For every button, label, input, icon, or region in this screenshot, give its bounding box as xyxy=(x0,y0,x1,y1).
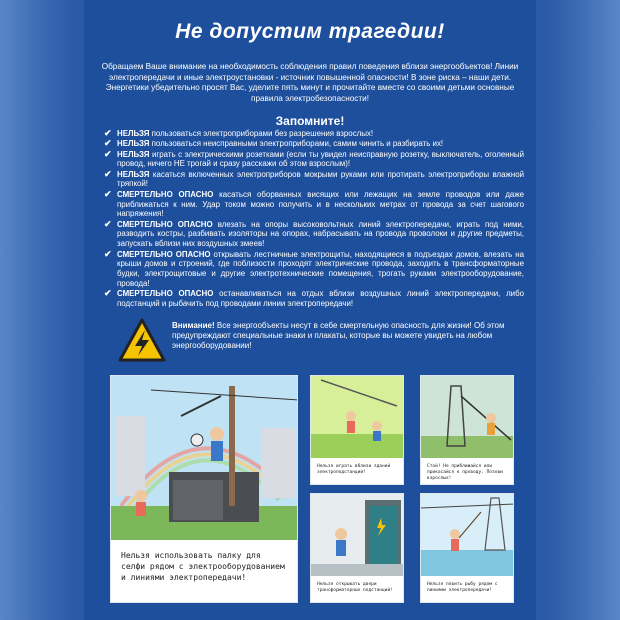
warning-body: Все энергообъекты несут в себе смертельную опасность для жизни! Об этом предупреждают специальные знаки и плакаты, которые вы можете увидеть на любом энергооборудовании! xyxy=(172,321,505,350)
rule-item xyxy=(104,220,524,249)
rule-lead: СМЕРТЕЛЬНО ОПАСНО xyxy=(117,219,213,229)
rules-list xyxy=(104,129,524,309)
checkmark-icon: ✔ xyxy=(104,248,112,259)
rule-text: играть с электрическими розетками (если ты увидел неисправную розетку, выключатель, оголенный провод, ничего НЕ трогай и сразу расскажи об этом взрослым)! xyxy=(117,149,524,169)
transformer-door-scene xyxy=(311,494,404,578)
poster-title: Не допустим трагедии! xyxy=(175,20,445,43)
rule-lead: НЕЛЬЗЯ xyxy=(117,129,150,138)
illustration-fishing xyxy=(420,493,514,603)
broken-wire-scene xyxy=(421,376,514,460)
illustration-broken-wire xyxy=(420,375,514,485)
rule-item xyxy=(104,170,524,190)
rule-lead: НЕЛЬЗЯ xyxy=(117,149,150,159)
warning-text xyxy=(172,321,528,351)
rule-text: касаться включенных электроприборов мокрыми руками или протирать электроприборы влажной тряпкой! xyxy=(117,169,524,189)
fishing-scene xyxy=(421,494,514,578)
intro-paragraph: Обращаем Ваше внимание на необходимость соблюдения правил поведения вблизи энергообъектов! Линии электропередачи и иные электроустановки - источник повышенной опасности! В зоне риска – наши дети. Энергетики убедительно просят Вас, уделите пять минут и прочитайте вместе со своими детьми основные правила электробезопасности! xyxy=(101,62,519,103)
rule-text: влезать на опоры высоковольтных линий электропередачи, играть под ними, разводить костры, разбивать изоляторы на опорах, набрасывать на провода проволоки и другие предметы, запускать вблизи них воздушных змеев! xyxy=(117,219,524,249)
rule-lead: НЕЛЬЗЯ xyxy=(117,169,150,179)
warning-lead: Внимание! xyxy=(172,321,215,330)
checkmark-icon: ✔ xyxy=(104,188,112,199)
checkmark-icon: ✔ xyxy=(104,148,112,159)
rule-text: открывать лестничные электрощиты, находящиеся в подъездах домов, влезать на крыши домов и строений, где поблизости проходят электрические провода, заходить в трансформаторные будки, электрощитовые и другие электротехнические помещения, трогать руками электрооборудование, провода! xyxy=(117,249,524,288)
rule-text: пользоваться неисправными электроприборами, самим чинить и разбирать их! xyxy=(149,139,444,149)
rule-lead: НЕЛЬЗЯ xyxy=(117,139,150,149)
rule-item xyxy=(104,250,524,289)
rule-lead: СМЕРТЕЛЬНО ОПАСНО xyxy=(117,249,211,259)
panel-2-caption: Стой! Не приближайся или прикасайся к проводу. Позови взрослых! xyxy=(421,458,513,485)
panel-1-caption: Нельзя играть вблизи зданий электроподстанций! xyxy=(311,458,403,485)
rule-item xyxy=(104,150,524,170)
rule-lead: СМЕРТЕЛЬНО ОПАСНО xyxy=(117,189,214,199)
selfie-stick-scene xyxy=(111,376,298,542)
rule-item xyxy=(104,139,524,149)
safety-poster xyxy=(84,0,536,620)
checkmark-icon: ✔ xyxy=(104,218,112,229)
panel-3-caption: Нельзя открывать двери трансформаторных подстанций! xyxy=(311,576,403,603)
rule-text: пользоваться электроприборами без разрешения взрослых! xyxy=(149,129,374,138)
panel-4-caption: Нельзя ловить рыбу рядом с линиями электропередачи! xyxy=(421,576,513,603)
illustration-substation-play xyxy=(310,375,404,485)
remember-heading: Запомните! xyxy=(275,114,345,128)
rule-item xyxy=(104,129,524,139)
rule-text: касаться оборванных висящих или лежащих на земле проводов или даже приближаться к ним. Удар током можно получить и в нескольких метрах от провода за счет шагового напряжения! xyxy=(117,189,524,219)
illustration-transformer-door xyxy=(310,493,404,603)
checkmark-icon: ✔ xyxy=(104,128,112,138)
rule-item xyxy=(104,289,524,309)
rule-lead: СМЕРТЕЛЬНО ОПАСНО xyxy=(117,289,214,299)
checkmark-icon: ✔ xyxy=(104,138,112,149)
rule-text: останавливаться на отдых вблизи воздушных линий электропередачи, либо подстанций и рыбачить под проводами линии электропередачи! xyxy=(117,289,524,309)
high-voltage-warning-icon xyxy=(118,318,166,362)
illustration-selfie-stick xyxy=(110,375,298,603)
checkmark-icon: ✔ xyxy=(104,288,112,299)
big-caption: Нельзя использовать палку для селфи рядом с электрооборудованием и линиями электропередачи! xyxy=(111,540,297,603)
warning-block xyxy=(118,318,528,362)
rule-item xyxy=(104,190,524,219)
checkmark-icon: ✔ xyxy=(104,168,112,179)
substation-play-scene xyxy=(311,376,404,460)
